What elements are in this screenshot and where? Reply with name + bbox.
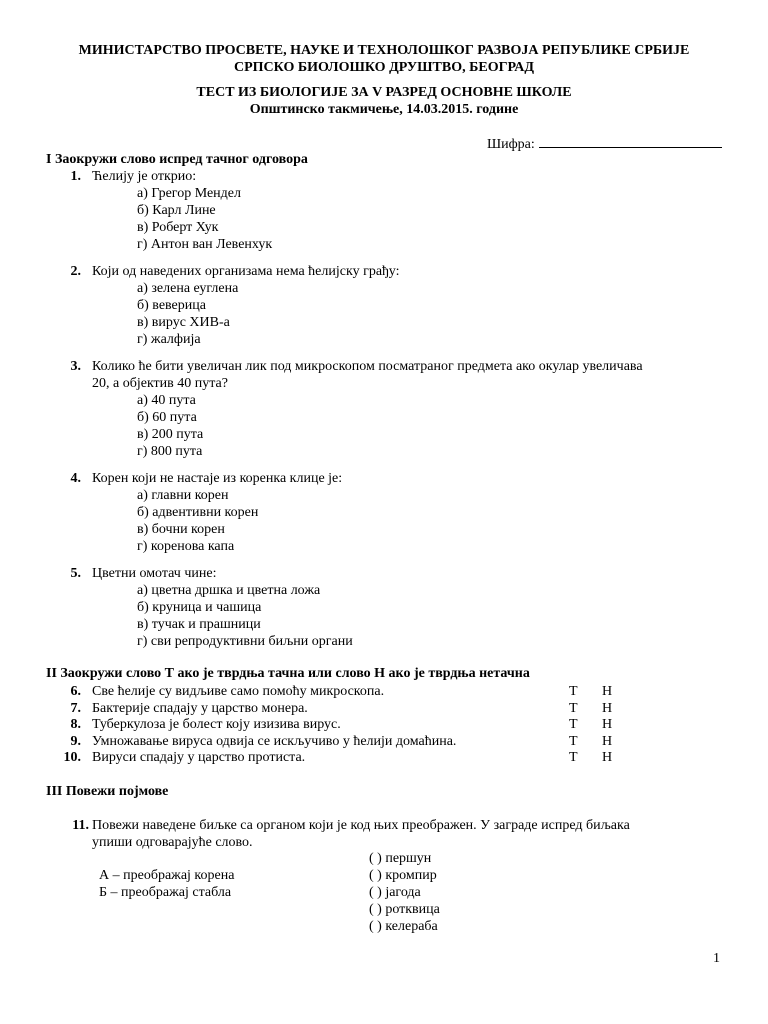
answer-option: б) Карл Лине — [137, 203, 216, 218]
question-text: Који од наведених организама нема ћелијску грађу: — [92, 264, 400, 279]
statement-text: Умножавање вируса одвија се искључиво у ћелији домаћина. — [92, 734, 457, 749]
question-number: 11. — [72, 818, 89, 833]
false-option: Н — [602, 701, 613, 716]
question-number: 1. — [70, 169, 81, 184]
organ-option-a: А – преображај корена — [99, 868, 235, 883]
answer-option: г) жалфија — [137, 332, 201, 347]
answer-option: в) вирус ХИВ-а — [137, 315, 230, 330]
answer-option: а) Грегор Мендел — [137, 186, 241, 201]
question-text: Повежи наведене биљке са органом који је код њих преображен. У заграде испред биљака — [92, 818, 630, 833]
code-blank-line — [539, 134, 722, 148]
question-text: Колико ће бити увеличан лик под микроскопом посматраног предмета ако окулар увеличава — [92, 359, 643, 374]
answer-option: в) Роберт Хук — [137, 220, 219, 235]
answer-option: г) Антон ван Левенхук — [137, 237, 273, 252]
statement-number: 8. — [70, 717, 81, 732]
statement-text: Вируси спадају у царство протиста. — [92, 750, 306, 765]
answer-option: а) 40 пута — [137, 393, 196, 408]
plant-item: ( ) јагода — [369, 885, 421, 900]
statement-text: Бактерије спадају у царство монера. — [92, 701, 308, 716]
plant-item: ( ) келераба — [369, 919, 438, 934]
competition-date: Општинско такмичење, 14.03.2015. године — [249, 102, 519, 117]
plant-item: ( ) першун — [369, 851, 432, 866]
question-text: Цветни омотач чине: — [92, 566, 217, 581]
true-option: Т — [569, 750, 578, 765]
false-option: Н — [602, 684, 613, 699]
question-number: 3. — [70, 359, 81, 374]
header-society: СРПСКО БИОЛОШКО ДРУШТВО, БЕОГРАД — [233, 60, 535, 75]
statement-number: 10. — [63, 750, 81, 765]
answer-option: б) 60 пута — [137, 410, 197, 425]
organ-option-b: Б – преображај стабла — [99, 885, 232, 900]
answer-option: а) зелена еуглена — [137, 281, 239, 296]
answer-option: г) сви репродуктивни биљни органи — [137, 634, 353, 649]
question-number: 2. — [70, 264, 81, 279]
answer-option: б) веверица — [137, 298, 206, 313]
section-1-title: I Заокружи слово испред тачног одговора — [46, 152, 308, 167]
question-number: 4. — [70, 471, 81, 486]
answer-option: б) адвентивни корен — [137, 505, 259, 520]
page-number: 1 — [713, 951, 720, 966]
section-3-title: III Повежи појмове — [46, 784, 169, 799]
plant-item: ( ) кромпир — [369, 868, 437, 883]
question-number: 5. — [70, 566, 81, 581]
answer-option: в) 200 пута — [137, 427, 204, 442]
test-title: ТЕСТ ИЗ БИОЛОГИЈЕ ЗА V РАЗРЕД ОСНОВНЕ ШКОЛЕ — [196, 85, 572, 100]
code-field — [487, 134, 722, 153]
question-text: Ћелију је открио: — [92, 169, 197, 184]
answer-option: а) цветна дршка и цветна ложа — [137, 583, 321, 598]
statement-number: 6. — [70, 684, 81, 699]
question-text-continued: упиши одговарајуће слово. — [92, 835, 253, 850]
true-option: Т — [569, 717, 578, 732]
question-text-continued: 20, а објектив 40 пута? — [92, 376, 228, 391]
answer-option: в) тучак и прашници — [137, 617, 261, 632]
true-option: Т — [569, 701, 578, 716]
answer-option: в) бочни корен — [137, 522, 225, 537]
question-text: Корен који не настаје из коренка клице је: — [92, 471, 343, 486]
statement-number: 7. — [70, 701, 81, 716]
statement-text: Све ћелије су видљиве само помоћу микроскопа. — [92, 684, 385, 699]
plant-item: ( ) ротквица — [369, 902, 440, 917]
false-option: Н — [602, 717, 613, 732]
answer-option: г) 800 пута — [137, 444, 203, 459]
true-option: Т — [569, 684, 578, 699]
answer-option: а) главни корен — [137, 488, 229, 503]
header-ministry: МИНИСТАРСТВО ПРОСВЕТЕ, НАУКЕ И ТЕХНОЛОШКОГ РАЗВОЈА РЕПУБЛИКЕ СРБИЈЕ — [78, 43, 690, 58]
false-option: Н — [602, 750, 613, 765]
statement-text: Туберкулоза је болест коју изизива вирус. — [92, 717, 341, 732]
section-2-title: II Заокружи слово Т ако је тврдња тачна или слово Н ако је тврдња нетачна — [46, 666, 530, 681]
statement-number: 9. — [70, 734, 81, 749]
answer-option: б) круница и чашица — [137, 600, 262, 615]
false-option: Н — [602, 734, 613, 749]
true-option: Т — [569, 734, 578, 749]
code-label: Шифра: — [487, 137, 535, 152]
answer-option: г) коренова капа — [137, 539, 235, 554]
